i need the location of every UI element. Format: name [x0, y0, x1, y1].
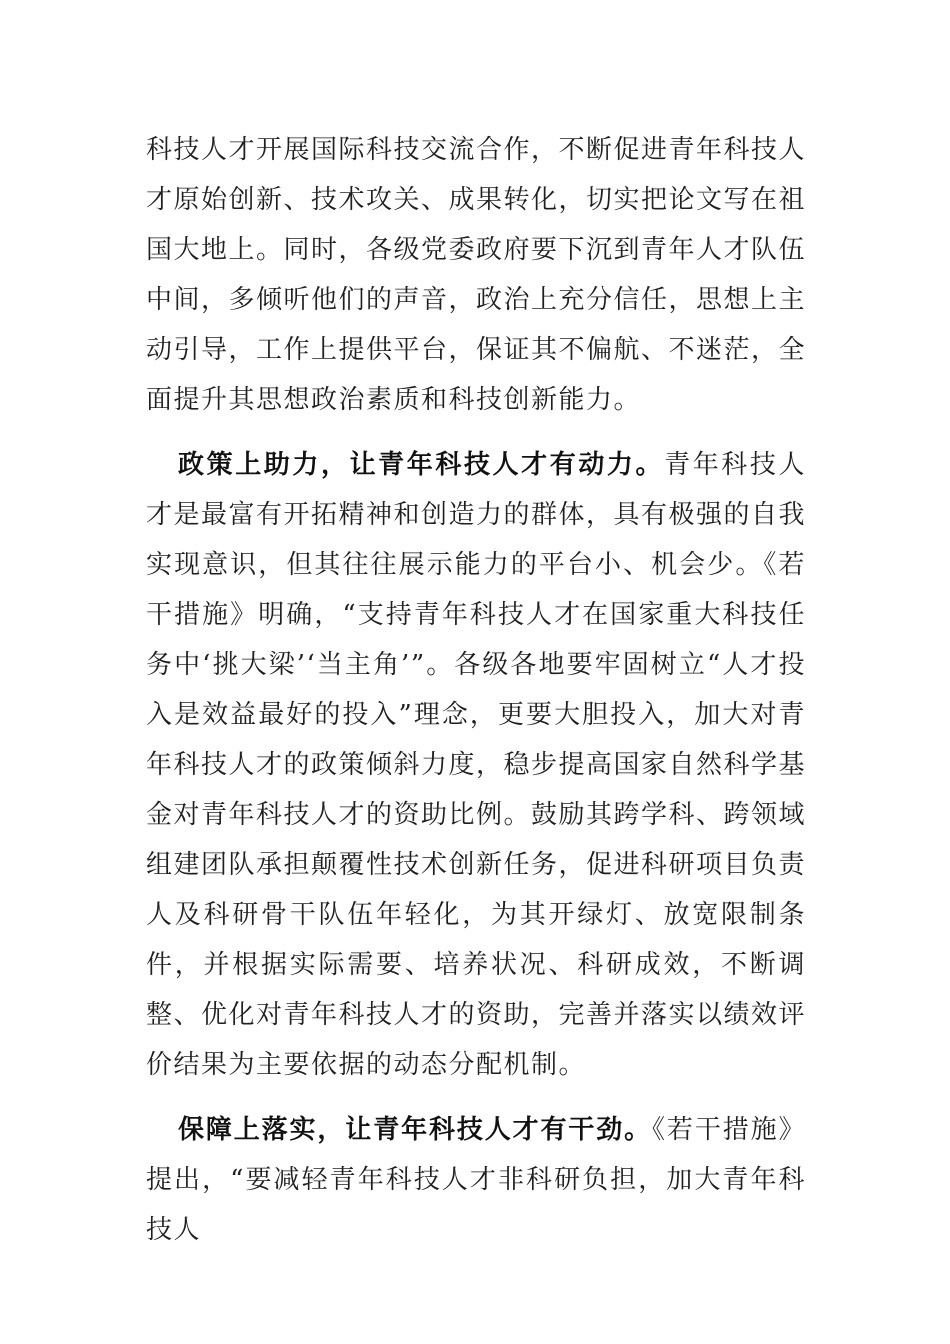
paragraph-3-lead: 保障上落实，让青年科技人才有干劲。: [178, 1115, 653, 1145]
paragraph-3-text: 《若干措施》提出，“要减轻青年科技人才非科研负担，加大青年科技人: [146, 1115, 806, 1245]
paragraph-1: [146, 125, 806, 425]
document-body: [146, 125, 806, 1255]
paragraph-2: [146, 440, 806, 1090]
paragraph-2-text: 青年科技人才是最富有开拓精神和创造力的群体，具有极强的自我实现意识，但其往往展示能力的平台小、机会少。《若干措施》明确，“支持青年科技人才在国家重大科技任务中‘挑大梁’‘当主角’”。各级各地要牢固树立“人才投入是效益最好的投入”理念，更要大胆投入，加大对青年科技人才的政策倾斜力度，稳步提高国家自然科学基金对青年科技人才的资助比例。鼓励其跨学科、跨领域组建团队承担颠覆性技术创新任务，促进科研项目负责人及科研骨干队伍年轻化，为其开绿灯、放宽限制条件，并根据实际需要、培养状况、科研成效，不断调整、优化对青年科技人才的资助，完善并落实以绩效评价结果为主要依据的动态分配机制。: [146, 450, 807, 1080]
paragraph-3: [146, 1105, 806, 1255]
paragraph-1-text: 科技人才开展国际科技交流合作，不断促进青年科技人才原始创新、技术攻关、成果转化，切实把论文写在祖国大地上。同时，各级党委政府要下沉到青年人才队伍中间，多倾听他们的声音，政治上充分信任，思想上主动引导，工作上提供平台，保证其不偏航、不迷茫，全面提升其思想政治素质和科技创新能力。: [146, 135, 807, 415]
paragraph-2-lead: 政策上助力，让青年科技人才有动力。: [178, 450, 665, 480]
